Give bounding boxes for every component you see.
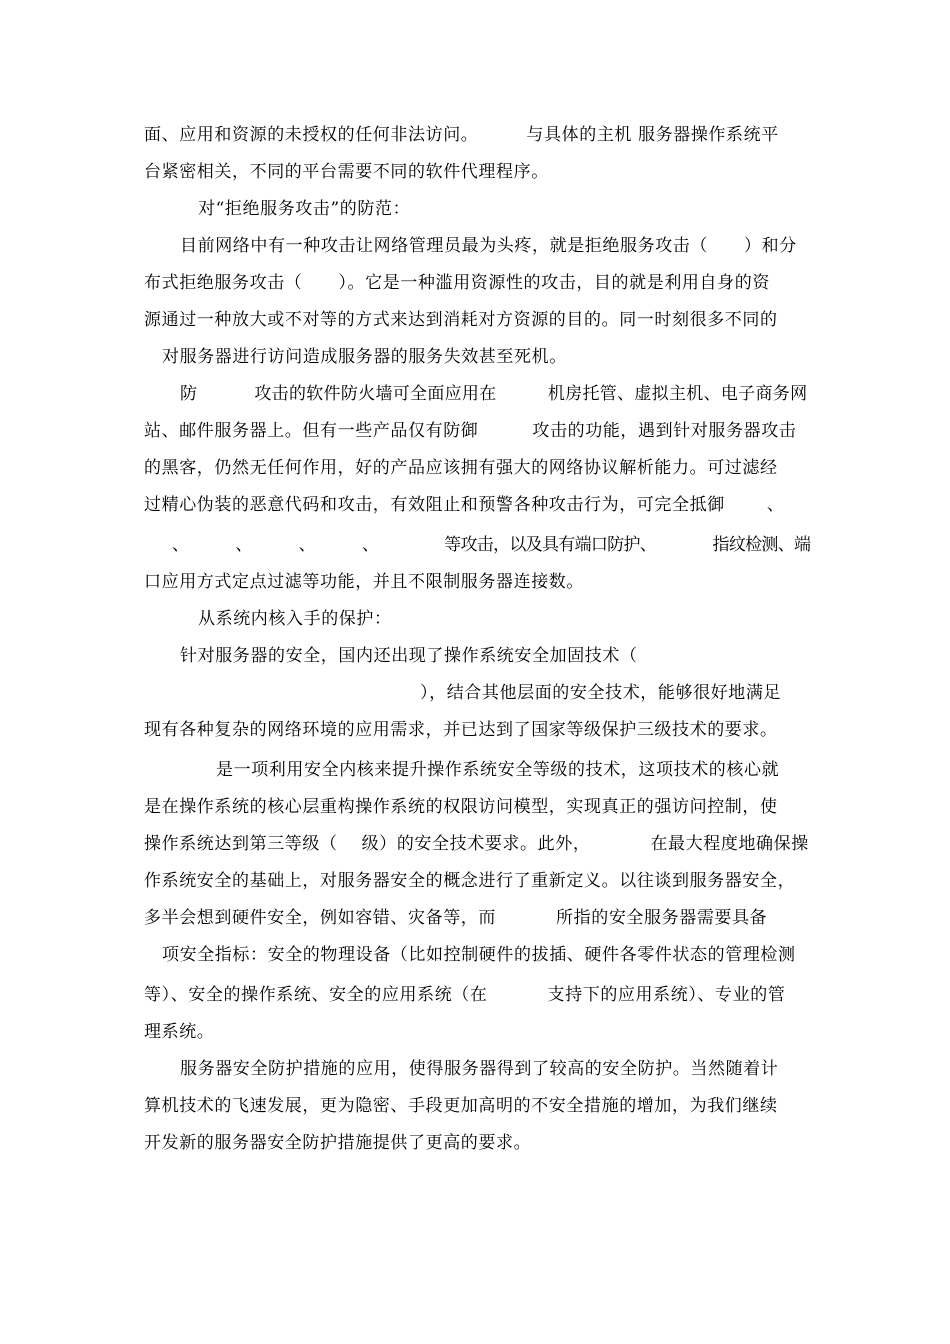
paragraph-line: 等）、安全的操作系统、安全的应用系统（在 支持下的应用系统）、专业的管 bbox=[144, 985, 786, 1005]
paragraph-line: 口应用方式定点过滤等功能，并且不限制服务器连接数。 bbox=[144, 572, 584, 592]
paragraph-line: 布式拒绝服务攻击（ ）。它是一种滥用资源性的攻击，目的就是利用自身的资 bbox=[144, 273, 770, 293]
paragraph-line: 作系统安全的基础上，对服务器安全的概念进行了重新定义。以往谈到服务器安全， bbox=[144, 871, 796, 891]
paragraph-line: 防 攻击的软件防火墙可全面应用在 机房托管、虚拟主机、电子商务网 bbox=[180, 384, 808, 404]
paragraph-line: 站、邮件服务器上。但有一些产品仅有防御 攻击的功能，遇到针对服务器攻击 bbox=[144, 421, 797, 441]
paragraph-line: 源通过一种放大或不对等的方式来达到消耗对方资源的目的。同一时刻很多不同的 bbox=[144, 310, 778, 330]
paragraph-line: ），结合其他层面的安全技术，能够很好地满足 bbox=[420, 683, 782, 703]
paragraph-line: 针对服务器的安全，国内还出现了操作系统安全加固技术（ bbox=[180, 646, 638, 666]
paragraph-line: 理系统。 bbox=[144, 1022, 215, 1042]
paragraph-line: 对服务器进行访问造成服务器的服务失效甚至死机。 bbox=[162, 347, 567, 367]
paragraph-line: 开发新的服务器安全防护措施提供了更高的要求。 bbox=[144, 1133, 532, 1153]
paragraph-line: 过精心伪装的恶意代码和攻击，有效阻止和预警各种攻击行为，可完全抵御 、 bbox=[144, 495, 785, 515]
paragraph-line: 项安全指标：安全的物理设备（比如控制硬件的拔插、硬件各零件状态的管理检测 bbox=[162, 945, 796, 965]
paragraph-line: 的黑客，仍然无任何作用，好的产品应该拥有强大的网络协议解析能力。可过滤经 bbox=[144, 458, 778, 478]
paragraph-line: 、 、 、 、 等攻击，以及具有端口防护、 指纹检测、端 bbox=[172, 535, 811, 555]
paragraph-line: 算机技术的飞速发展，更为隐密、手段更加高明的不安全措施的增加，为我们继续 bbox=[144, 1096, 778, 1116]
paragraph-line: 现有各种复杂的网络环境的应用需求，并已达到了国家等级保护三级技术的要求。 bbox=[144, 720, 778, 740]
paragraph-line: 面、应用和资源的未授权的任何非法访问。 与具体的主机 服务器操作系统平 bbox=[144, 125, 779, 145]
paragraph-line: 操作系统达到第三等级（ 级）的安全技术要求。此外， 在最大程度地确保操 bbox=[144, 834, 809, 854]
paragraph-line: 台紧密相关，不同的平台需要不同的软件代理程序。 bbox=[144, 162, 549, 182]
paragraph-line: 多半会想到硬件安全，例如容错、灾备等，而 所指的安全服务器需要具备 bbox=[144, 908, 768, 928]
paragraph-line: 服务器安全防护措施的应用，使得服务器得到了较高的安全防护。当然随着计 bbox=[180, 1059, 779, 1079]
paragraph-line: 目前网络中有一种攻击让网络管理员最为头疼，就是拒绝服务攻击（ ）和分 bbox=[180, 236, 797, 256]
paragraph-line: 是在操作系统的核心层重构操作系统的权限访问模型，实现真正的强访问控制，使 bbox=[144, 797, 778, 817]
paragraph-line: 是一项利用安全内核来提升操作系统安全等级的技术，这项技术的核心就 bbox=[216, 760, 780, 780]
section-heading: 从系统内核入手的保护： bbox=[198, 609, 392, 629]
section-heading: 对“拒绝服务攻击”的防范： bbox=[198, 199, 411, 219]
